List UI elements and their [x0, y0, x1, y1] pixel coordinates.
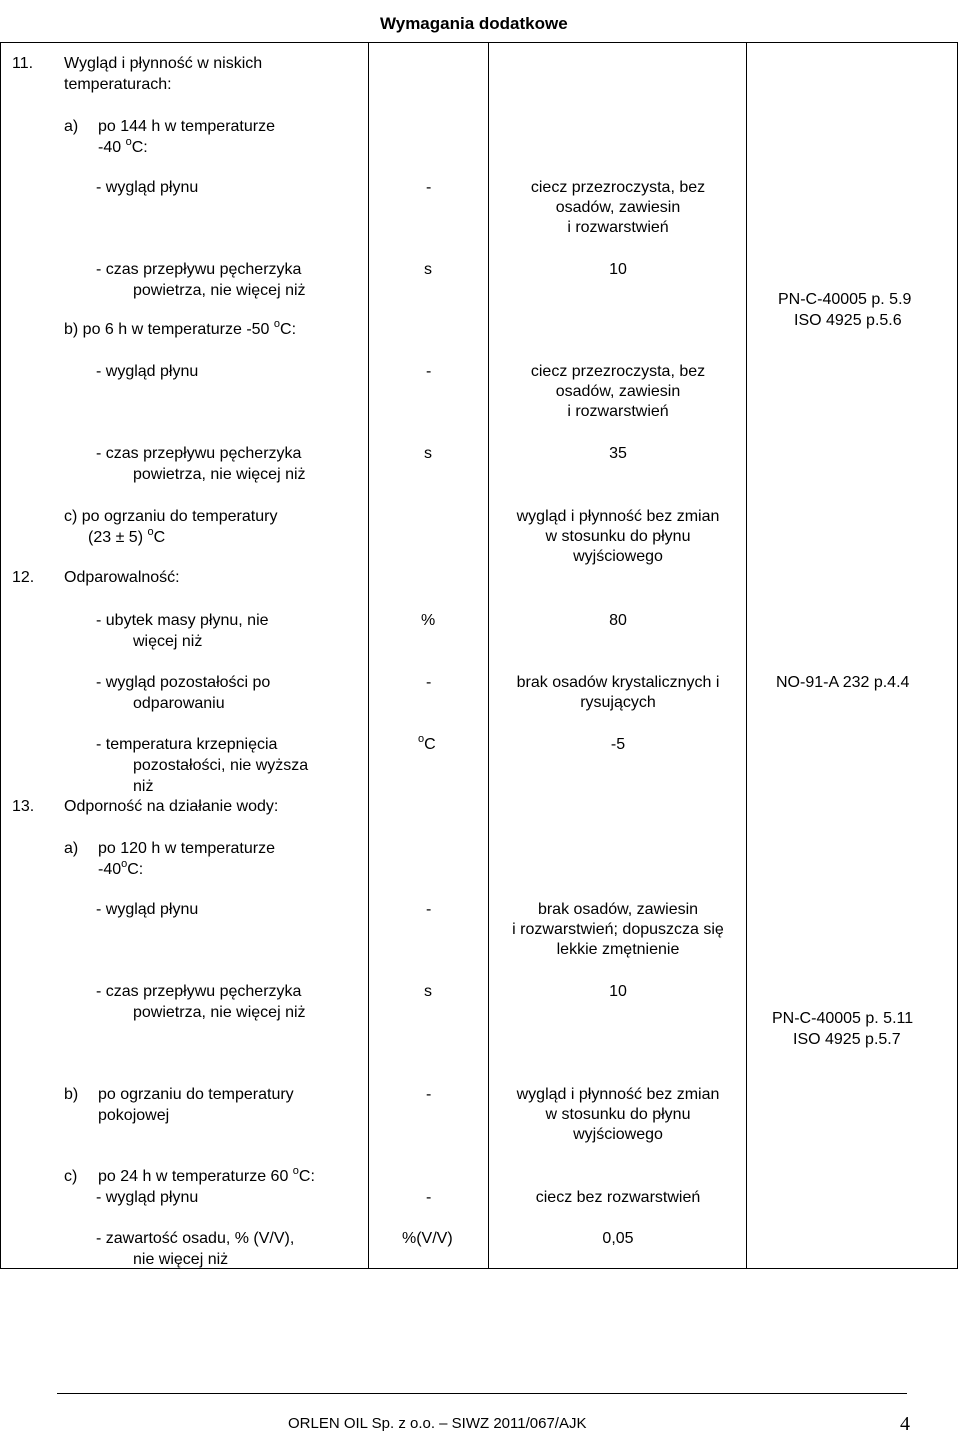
subsection-label: a): [64, 118, 79, 135]
unit: s: [424, 445, 432, 462]
section-title: Odporność na działanie wody:: [64, 798, 279, 815]
test-method-iso: ISO 4925 p.5.7: [793, 1031, 901, 1048]
table-left-border: [0, 42, 1, 1268]
test-method: PN-C-40005 p. 5.11: [772, 1010, 914, 1027]
param-mass-loss-cont: więcej niż: [133, 633, 203, 650]
table-divider-1: [368, 42, 369, 1268]
section-title-cont: temperaturach:: [64, 76, 172, 93]
requirement: 10: [609, 261, 627, 278]
column-header-additional-requirements: Wymagania dodatkowe: [380, 14, 568, 33]
subsection-label: c): [64, 1168, 78, 1185]
requirement: brak osadów, zawiesin i rozwarstwień; dopuszcza się lekkie zmętnienie: [512, 901, 724, 958]
subsection-temp: -40 $^o$C:: [98, 136, 148, 156]
requirement: 80: [609, 612, 627, 629]
section-number: 13.: [12, 798, 35, 815]
section-number: 11.: [12, 55, 34, 72]
table-top-border: [0, 42, 958, 43]
requirement: ciecz bez rozwarstwień: [535, 1189, 701, 1206]
subsection-label: b): [64, 1086, 79, 1103]
subsection-text: po 144 h w temperaturze: [98, 118, 275, 135]
param-appearance: - wygląd płynu: [96, 1189, 199, 1206]
unit: s: [424, 983, 432, 1000]
unit: -: [426, 901, 432, 918]
requirement: -5: [610, 736, 626, 753]
param-bubble-time-cont: powietrza, nie więcej niż: [133, 282, 306, 299]
unit: -: [426, 363, 432, 380]
unit: -: [426, 1086, 432, 1103]
requirement: 35: [609, 445, 627, 462]
unit: -: [426, 179, 432, 196]
param-bubble-time: - czas przepływu pęcherzyka: [96, 445, 302, 462]
param-sediment-cont: nie więcej niż: [133, 1251, 229, 1268]
subsection-text-cont: pokojowej: [98, 1107, 170, 1124]
param-residue-cont: odparowaniu: [133, 695, 225, 712]
requirement: ciecz przezroczysta, bez osadów, zawiesin i rozwarstwień: [530, 179, 706, 236]
subsection-text: po ogrzaniu do temperatury: [98, 1086, 294, 1103]
param-appearance: - wygląd płynu: [96, 179, 199, 196]
param-freezing-temp: - temperatura krzepnięcia: [96, 736, 278, 753]
footer-text: ORLEN OIL Sp. z o.o. – SIWZ 2011/067/AJK: [288, 1415, 587, 1432]
section-number: 12.: [12, 569, 35, 586]
param-residue: - wygląd pozostałości po: [96, 674, 271, 691]
footer-rule: [57, 1393, 907, 1394]
requirement: wygląd i płynność bez zmian w stosunku do płynu wyjściowego: [516, 1086, 720, 1143]
table-right-border: [957, 42, 958, 1268]
test-method: PN-C-40005 p. 5.9: [778, 291, 912, 308]
unit: $^o$C: [418, 733, 436, 753]
subsection-text: po 120 h w temperaturze: [98, 840, 275, 857]
param-bubble-time: - czas przepływu pęcherzyka: [96, 261, 302, 278]
param-appearance: - wygląd płynu: [96, 363, 199, 380]
unit: %: [421, 612, 436, 629]
param-mass-loss: - ubytek masy płynu, nie: [96, 612, 269, 629]
param-sediment: - zawartość osadu, % (V/V),: [96, 1230, 295, 1247]
subsection-text: po 24 h w temperaturze 60 $^o$C:: [98, 1165, 315, 1185]
requirement: ciecz przezroczysta, bez osadów, zawiesin i rozwarstwień: [530, 363, 706, 420]
unit: -: [426, 1189, 432, 1206]
unit: %(V/V): [402, 1230, 453, 1247]
test-method: NO-91-A 232 p.4.4: [776, 674, 910, 691]
param-freezing-temp-cont: pozostałości, nie wyższa: [133, 757, 309, 774]
param-freezing-temp-cont2: niż: [133, 778, 154, 795]
requirement: 10: [609, 983, 627, 1000]
param-appearance: - wygląd płynu: [96, 901, 199, 918]
subsection-b: b) po 6 h w temperaturze -50 $^o$C:: [64, 318, 297, 338]
subsection-c: c) po ogrzaniu do temperatury: [64, 508, 278, 525]
page-number: 4: [900, 1413, 910, 1435]
section-title: Wygląd i płynność w niskich: [64, 55, 263, 72]
unit: -: [426, 674, 432, 691]
requirement: brak osadów krystalicznych i rysujących: [516, 674, 720, 711]
subsection-temp: -40$^o$C:: [98, 858, 144, 878]
table-divider-2: [488, 42, 489, 1268]
test-method-iso: ISO 4925 p.5.6: [794, 312, 902, 329]
param-bubble-time: - czas przepływu pęcherzyka: [96, 983, 302, 1000]
subsection-c-temp: (23 ± 5) $^o$C: [88, 526, 166, 546]
table-divider-3: [746, 42, 747, 1268]
requirement: 0,05: [602, 1230, 634, 1247]
requirement: wygląd i płynność bez zmian w stosunku do płynu wyjściowego: [516, 508, 720, 565]
param-bubble-time-cont: powietrza, nie więcej niż: [133, 466, 306, 483]
subsection-label: a): [64, 840, 79, 857]
param-bubble-time-cont: powietrza, nie więcej niż: [133, 1004, 306, 1021]
section-title: Odparowalność:: [64, 569, 180, 586]
unit: s: [424, 261, 432, 278]
